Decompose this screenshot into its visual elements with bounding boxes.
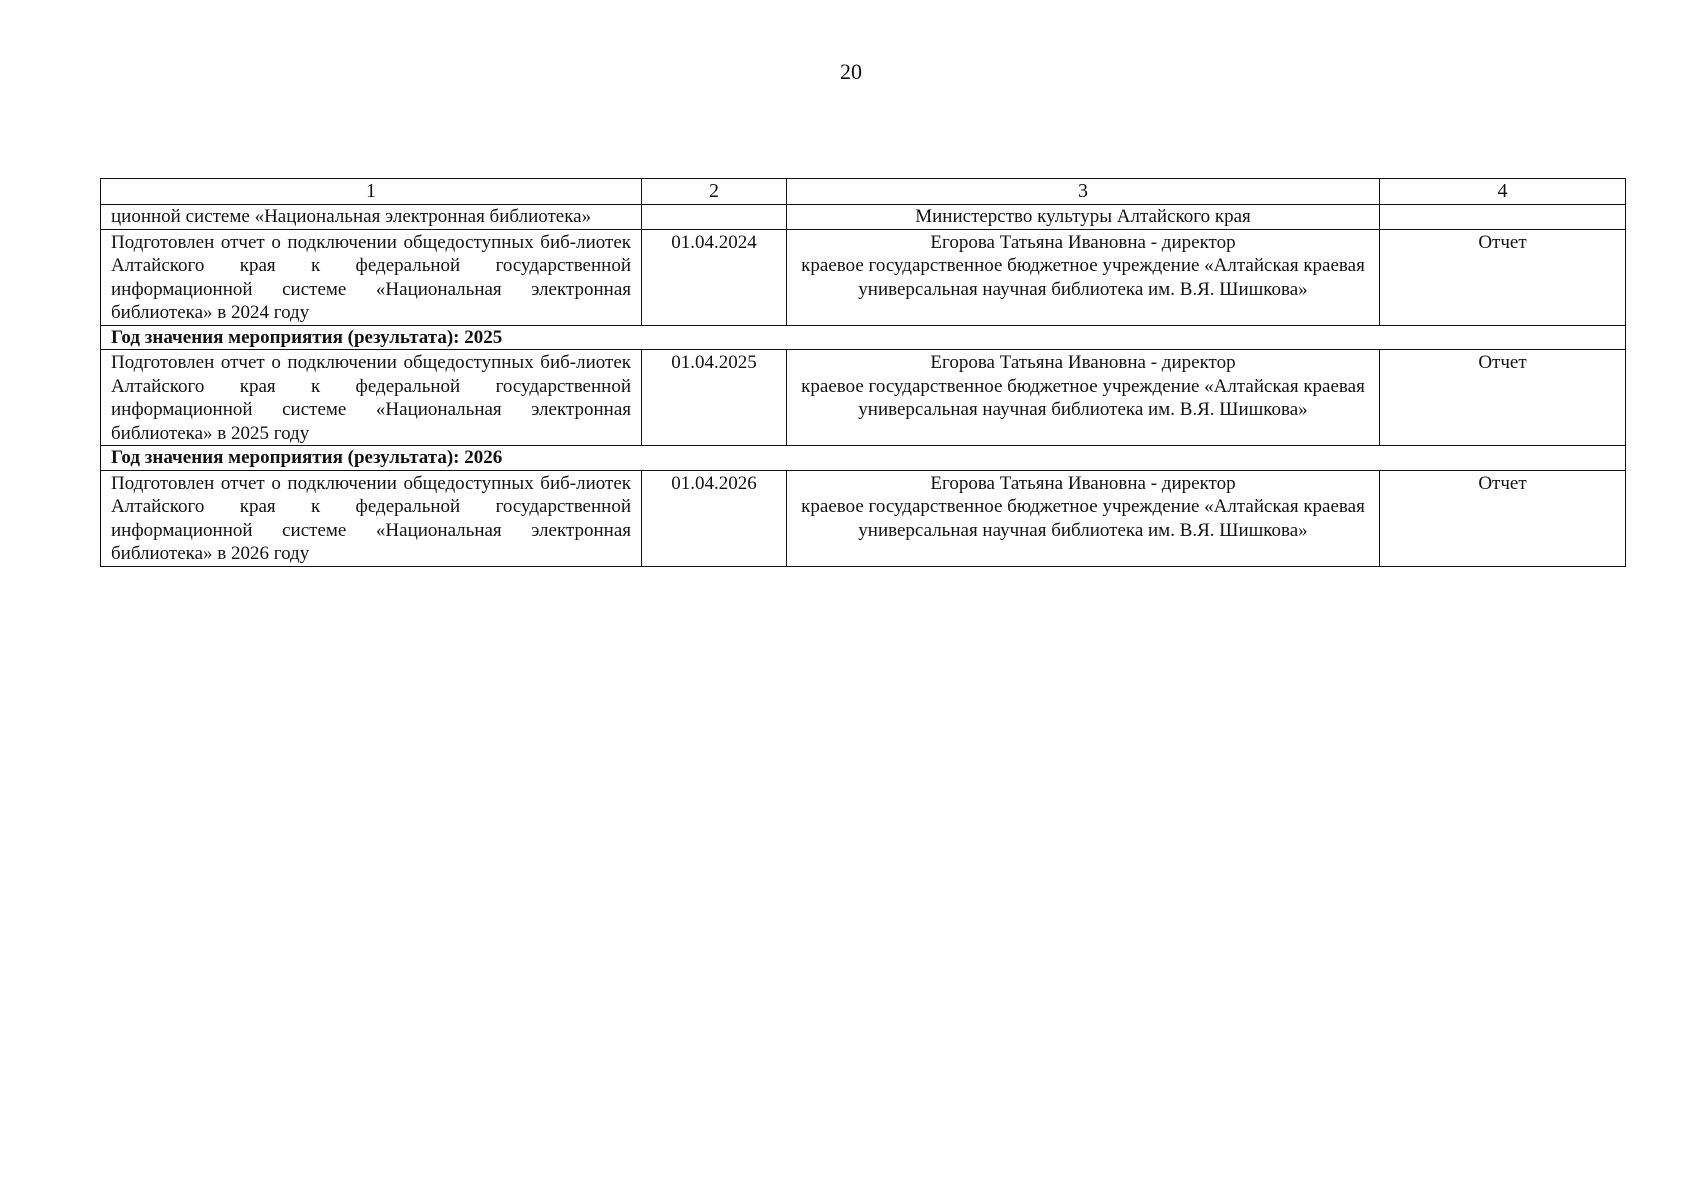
continuation-responsible: Министерство культуры Алтайского края [787, 205, 1380, 230]
table-row [101, 470, 1626, 566]
measure-date: 01.04.2025 [642, 350, 787, 446]
measure-description: Подготовлен отчет о подключении общедоступных биб-лиотек Алтайского края к федеральной государственной информационной системе «Национальная электронная библиотека» в 2026 году [101, 470, 642, 566]
column-number-4: 4 [1380, 179, 1626, 205]
measure-document: Отчет [1380, 350, 1626, 446]
measure-responsible [787, 470, 1380, 566]
column-number-2: 2 [642, 179, 787, 205]
column-number-row [101, 179, 1626, 205]
column-number-3: 3 [787, 179, 1380, 205]
continuation-description: ционной системе «Национальная электронная библиотека» [101, 205, 642, 230]
year-heading-row [101, 446, 1626, 471]
measures-table [100, 178, 1626, 567]
responsible-organization: краевое государственное бюджетное учреждение «Алтайская краевая универсальная научная библиотека им. В.Я. Шишкова» [801, 496, 1365, 541]
measure-description: Подготовлен отчет о подключении общедоступных биб-лиотек Алтайского края к федеральной государственной информационной системе «Национальная электронная библиотека» в 2025 году [101, 350, 642, 446]
responsible-person: Егорова Татьяна Ивановна - директор [930, 231, 1236, 253]
continuation-row [101, 205, 1626, 230]
table-row [101, 350, 1626, 446]
column-number-1: 1 [101, 179, 642, 205]
table-row [101, 229, 1626, 325]
page-number: 20 [840, 59, 862, 84]
year-heading: Год значения мероприятия (результата): 2026 [101, 446, 1626, 471]
responsible-organization: краевое государственное бюджетное учреждение «Алтайская краевая универсальная научная библиотека им. В.Я. Шишкова» [801, 375, 1365, 420]
measure-document: Отчет [1380, 229, 1626, 325]
responsible-person: Егорова Татьяна Ивановна - директор [930, 352, 1236, 373]
measure-responsible [787, 229, 1380, 325]
responsible-organization: краевое государственное бюджетное учреждение «Алтайская краевая универсальная научная библиотека им. В.Я. Шишкова» [801, 255, 1365, 300]
continuation-date [642, 205, 787, 230]
measure-responsible [787, 350, 1380, 446]
continuation-document [1380, 205, 1626, 230]
measure-date: 01.04.2024 [642, 229, 787, 325]
measure-description: Подготовлен отчет о подключении общедоступных биб-лиотек Алтайского края к федеральной государственной информационной системе «Национальная электронная библиотека» в 2024 году [101, 229, 642, 325]
year-heading-row [101, 325, 1626, 350]
responsible-person: Егорова Татьяна Ивановна - директор [930, 472, 1236, 494]
measure-date: 01.04.2026 [642, 470, 787, 566]
measure-document: Отчет [1380, 470, 1626, 566]
year-heading: Год значения мероприятия (результата): 2025 [101, 325, 1626, 350]
